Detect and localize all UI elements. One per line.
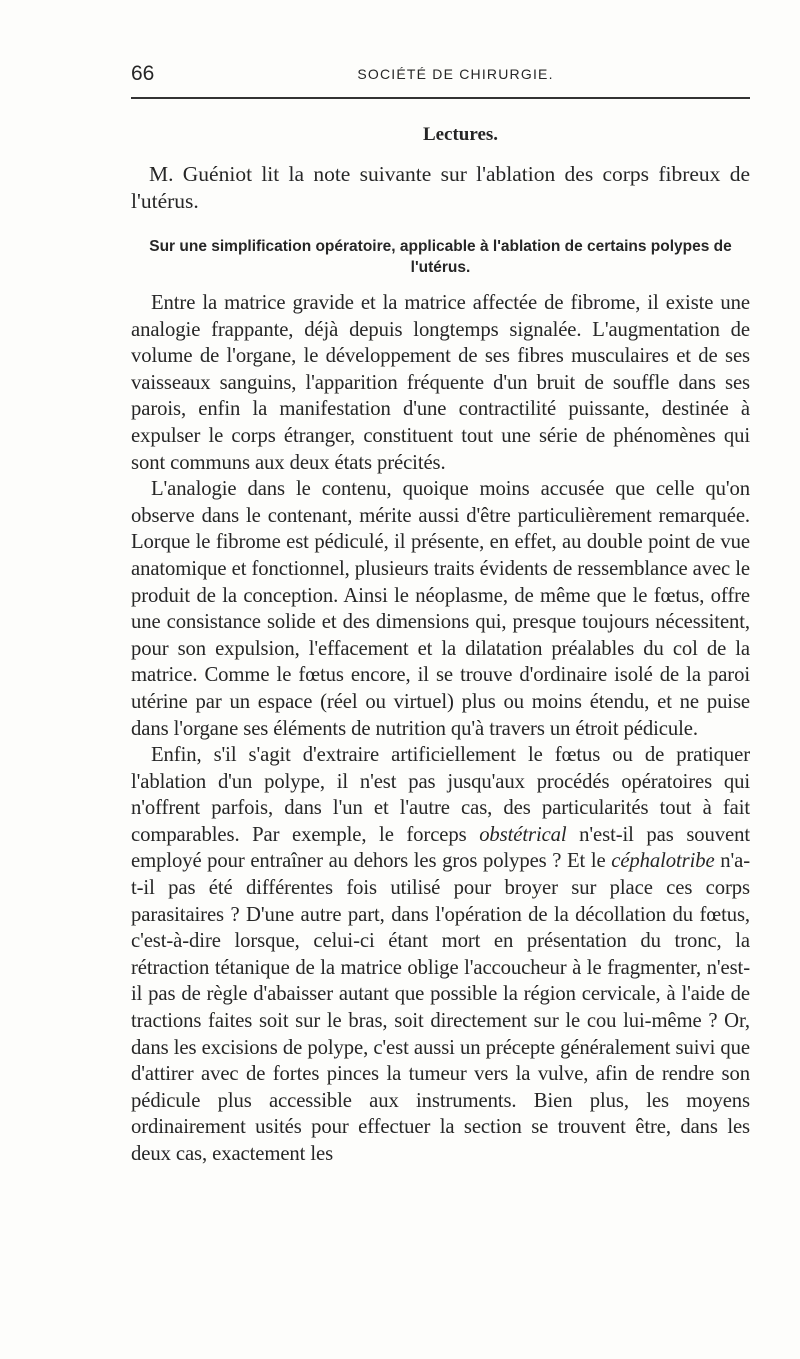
section-title: Lectures.	[422, 124, 499, 145]
header-rule	[131, 97, 750, 99]
italic-term-cephalotribe: céphalotribe	[611, 850, 715, 873]
italic-term-obstetrical: obstétrical	[479, 823, 567, 846]
paragraph-3-text-a: Enfin, s'il s'agit d'extraire artificiellement le fœtus ou de pratiquer l'ablation d'un polype, il n'est pas jusqu'aux procédés opératoires qui n'offrent parfois, dans l'un et l'autre cas, des particularités tout à fait comparables. Par exemple, le forceps	[131, 744, 750, 846]
paragraph-1: Entre la matrice gravide et la matrice affectée de fibrome, il existe une analogie frappante, déjà depuis longtemps signalée. L'augmentation de volume de l'organe, le développement de ses fibres musculaires et de ses vaisseaux sanguins, l'apparition fréquente d'un bruit de souffle dans ses parois, enfin la manifestation d'une contractilité puissante, destinée à expulser le corps étranger, constituent tout une série de phénomènes qui sont communs aux deux états précités.	[131, 292, 750, 474]
paper-title: Sur une simplification opératoire, applicable à l'ablation de certains polypes de l'utérus.	[149, 238, 732, 276]
intro-paragraph: M. Guéniot lit la note suivante sur l'ablation des corps fibreux de l'utérus.	[131, 162, 750, 213]
paragraph-3	[131, 742, 750, 1168]
body-text	[131, 290, 750, 1168]
paragraph-3-text-b: n'est-il pas souvent employé pour entraîner au dehors les gros polypes ? Et le	[131, 823, 750, 873]
journal-title: SOCIÉTÉ DE CHIRURGIE.	[357, 66, 554, 82]
page-number: 66	[131, 62, 155, 85]
paragraph-3-text-c: n'a-t-il pas été différentes fois utilisé pour broyer sur place ces corps parasitaires ? D'une autre part, dans l'opération de la décollation du fœtus, c'est-à-dire lorsque, celui-ci étant mort en présentation du tronc, la rétraction tétanique de la matrice oblige l'accoucheur à le fragmenter, n'est-il pas de règle d'abaisser autant que possible la région cervicale, à l'aide de tractions faites soit sur le bras, soit directement sur le cou lui-même ? Or, dans les excisions de polype, c'est aussi un précepte généralement suivi que d'attirer avec de fortes pinces la tumeur vers la vulve, afin de rendre son pédicule plus accessible aux instruments. Bien plus, les moyens ordinairement usités pour effectuer la section se trouvent être, dans les deux cas, exactement les	[131, 850, 750, 1165]
paragraph-2: L'analogie dans le contenu, quoique moins accusée que celle qu'on observe dans le contenant, mérite aussi d'être particulièrement remarquée. Lorque le fibrome est pédiculé, il présente, en effet, au double point de vue anatomique et fonctionnel, plusieurs traits évidents de ressemblance avec le produit de la conception. Ainsi le néoplasme, de même que le fœtus, offre une consistance solide et des dimensions qui, presque toujours nécessitent, pour son expulsion, l'effacement et la dilatation préalables du col de la matrice. Comme le fœtus encore, il se trouve d'ordinaire isolé de la paroi utérine par un espace (réel ou virtuel) plus ou moins étendu, et ne puise dans l'organe ses éléments de nutrition qu'à travers un étroit pédicule.	[131, 478, 750, 740]
running-head	[131, 62, 750, 88]
